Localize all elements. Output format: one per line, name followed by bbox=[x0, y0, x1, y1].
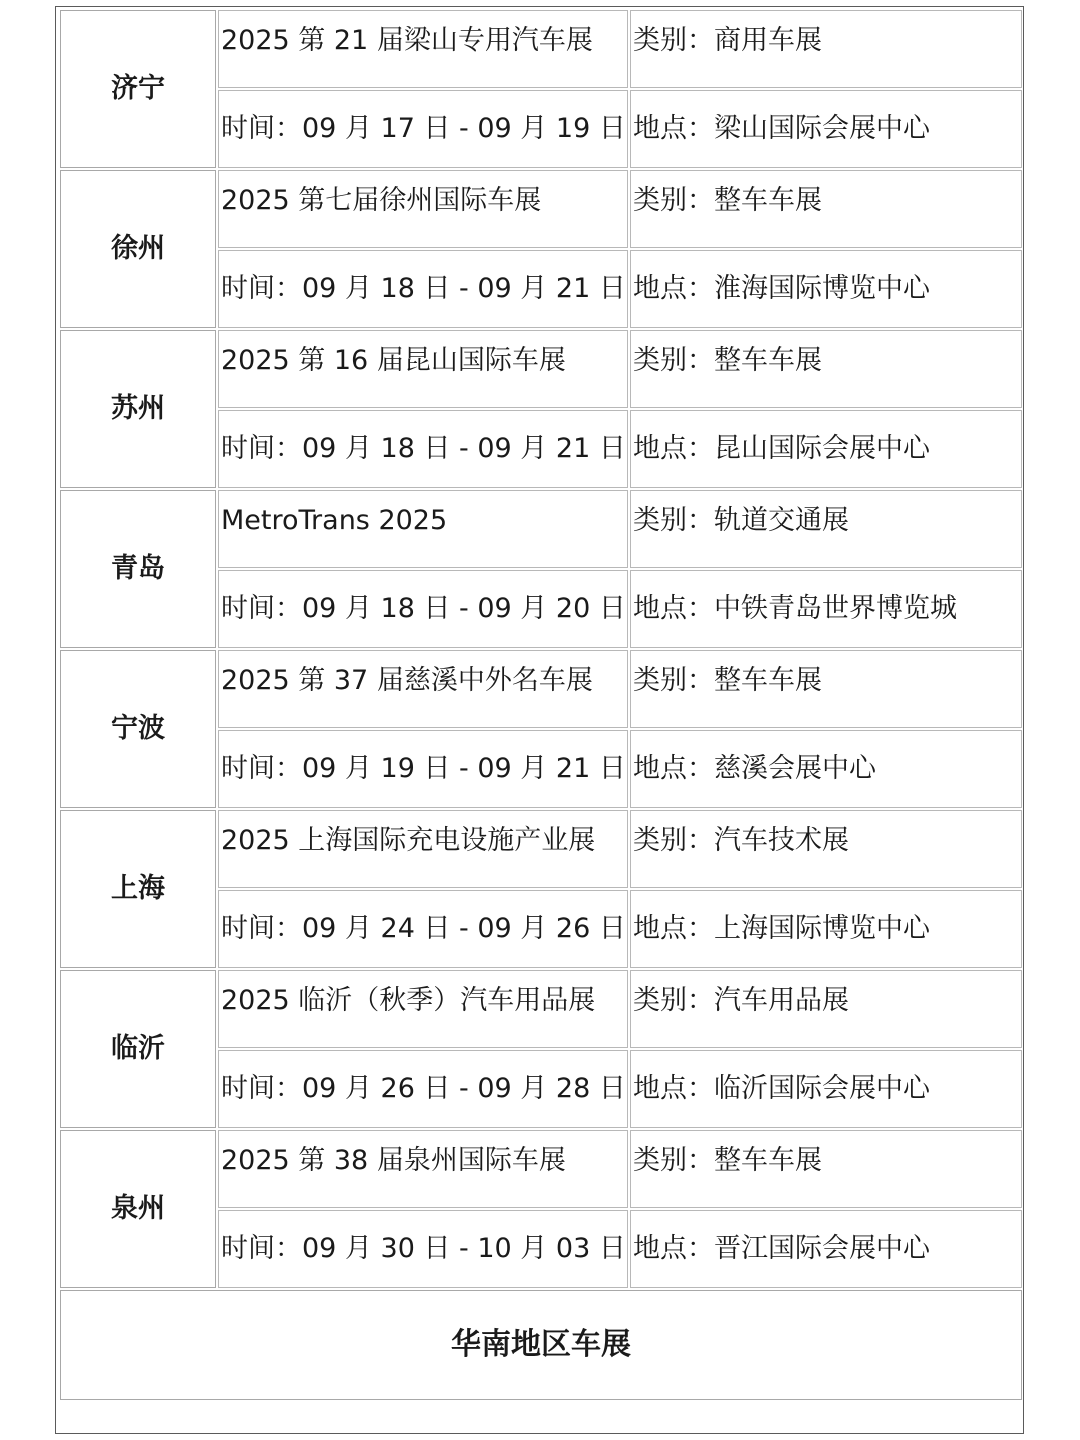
city-cell: 苏州 bbox=[60, 330, 216, 488]
city-cell: 济宁 bbox=[60, 10, 216, 168]
region-heading-row bbox=[60, 1290, 1022, 1400]
city-cell: 临沂 bbox=[60, 970, 216, 1128]
event-location: 地点：晋江国际会展中心 bbox=[630, 1210, 1022, 1288]
event-category: 类别：整车车展 bbox=[630, 330, 1022, 408]
event-row-suzhou bbox=[60, 330, 1022, 408]
event-location: 地点：中铁青岛世界博览城 bbox=[630, 570, 1022, 648]
event-time: 时间：09 月 30 日 - 10 月 03 日 bbox=[218, 1210, 628, 1288]
event-row-shanghai bbox=[60, 810, 1022, 888]
event-time: 时间：09 月 18 日 - 09 月 21 日 bbox=[218, 410, 628, 488]
event-row-jining bbox=[60, 10, 1022, 88]
event-time: 时间：09 月 18 日 - 09 月 20 日 bbox=[218, 570, 628, 648]
event-time: 时间：09 月 18 日 - 09 月 21 日 bbox=[218, 250, 628, 328]
event-location: 地点：昆山国际会展中心 bbox=[630, 410, 1022, 488]
event-time: 时间：09 月 17 日 - 09 月 19 日 bbox=[218, 90, 628, 168]
event-row-ningbo bbox=[60, 650, 1022, 728]
event-row-quanzhou bbox=[60, 1130, 1022, 1208]
event-time: 时间：09 月 19 日 - 09 月 21 日 bbox=[218, 730, 628, 808]
event-category: 类别：整车车展 bbox=[630, 170, 1022, 248]
city-cell: 泉州 bbox=[60, 1130, 216, 1288]
event-name: 2025 第 38 届泉州国际车展 bbox=[218, 1130, 628, 1208]
exhibition-table bbox=[58, 8, 1024, 1402]
event-category: 类别：整车车展 bbox=[630, 1130, 1022, 1208]
event-name: 2025 第 21 届梁山专用汽车展 bbox=[218, 10, 628, 88]
event-category: 类别：轨道交通展 bbox=[630, 490, 1022, 568]
city-cell: 徐州 bbox=[60, 170, 216, 328]
event-location: 地点：梁山国际会展中心 bbox=[630, 90, 1022, 168]
event-row-qingdao bbox=[60, 490, 1022, 568]
event-category: 类别：整车车展 bbox=[630, 650, 1022, 728]
event-time: 时间：09 月 24 日 - 09 月 26 日 bbox=[218, 890, 628, 968]
region-heading: 华南地区车展 bbox=[60, 1290, 1022, 1400]
event-location: 地点：淮海国际博览中心 bbox=[630, 250, 1022, 328]
event-location: 地点：临沂国际会展中心 bbox=[630, 1050, 1022, 1128]
event-name: 2025 第 16 届昆山国际车展 bbox=[218, 330, 628, 408]
city-cell: 上海 bbox=[60, 810, 216, 968]
event-name: 2025 上海国际充电设施产业展 bbox=[218, 810, 628, 888]
event-name: 2025 第七届徐州国际车展 bbox=[218, 170, 628, 248]
event-category: 类别：汽车用品展 bbox=[630, 970, 1022, 1048]
city-cell: 宁波 bbox=[60, 650, 216, 808]
event-name: MetroTrans 2025 bbox=[218, 490, 628, 568]
event-row-xuzhou bbox=[60, 170, 1022, 248]
event-location: 地点：上海国际博览中心 bbox=[630, 890, 1022, 968]
event-name: 2025 第 37 届慈溪中外名车展 bbox=[218, 650, 628, 728]
event-row-linyi bbox=[60, 970, 1022, 1048]
event-time: 时间：09 月 26 日 - 09 月 28 日 bbox=[218, 1050, 628, 1128]
event-category: 类别：商用车展 bbox=[630, 10, 1022, 88]
city-cell: 青岛 bbox=[60, 490, 216, 648]
event-category: 类别：汽车技术展 bbox=[630, 810, 1022, 888]
event-name: 2025 临沂（秋季）汽车用品展 bbox=[218, 970, 628, 1048]
event-location: 地点：慈溪会展中心 bbox=[630, 730, 1022, 808]
